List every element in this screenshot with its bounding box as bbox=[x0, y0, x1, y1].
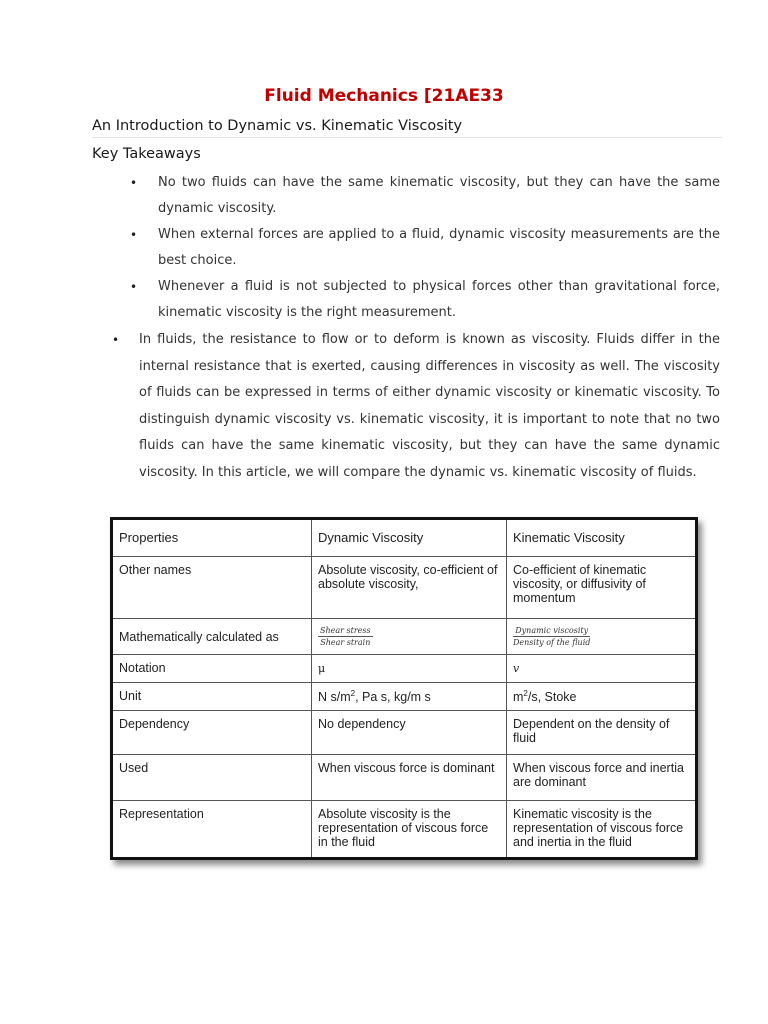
comparison-table bbox=[110, 517, 698, 860]
takeaways-list bbox=[130, 170, 720, 326]
intro-paragraph-list bbox=[112, 327, 720, 486]
dynamic-cell: No dependency bbox=[312, 711, 507, 755]
unit-exponent: 2 bbox=[350, 689, 356, 698]
dynamic-cell bbox=[312, 619, 507, 655]
nu-symbol: v bbox=[513, 662, 520, 675]
row-label: Unit bbox=[112, 683, 312, 711]
kinematic-cell bbox=[507, 683, 697, 711]
unit-text: /s, Stoke bbox=[527, 690, 577, 705]
unit-text: , Pa s, kg/m s bbox=[355, 690, 431, 705]
unit-text: N s/m bbox=[318, 690, 351, 705]
row-label: Representation bbox=[112, 801, 312, 859]
list-item: • No two fluids can have the same kinematic viscosity, but they can have the same dynamic viscosity. bbox=[130, 170, 720, 222]
mu-symbol: μ bbox=[318, 662, 326, 675]
unit-exponent: 2 bbox=[523, 689, 528, 698]
formula-numerator: Shear stress bbox=[320, 625, 371, 635]
table-row bbox=[112, 683, 697, 711]
key-takeaways-heading: Key Takeaways bbox=[92, 146, 201, 162]
kinematic-cell: Dependent on the density of fluid bbox=[507, 711, 697, 755]
dynamic-cell: When viscous force is dominant bbox=[312, 755, 507, 801]
intro-paragraph: • In fluids, the resistance to flow or to deform is known as viscosity. Fluids differ in the internal resistance that is exerted, causing differences in viscosity as well. The viscosity of fluids can be expressed in terms of either dynamic viscosity or kinematic viscosity. To distinguish dynamic viscosity vs. kinematic viscosity, it is important to note that no two fluids can have the same kinematic viscosity, but they can have the same dynamic viscosity. In this article, we will compare the dynamic vs. kinematic viscosity of fluids. bbox=[112, 327, 720, 486]
density-formula bbox=[513, 626, 590, 647]
comparison-table-image bbox=[110, 517, 698, 860]
dynamic-cell bbox=[312, 655, 507, 683]
table-row bbox=[112, 755, 697, 801]
list-item: • When external forces are applied to a fluid, dynamic viscosity measurements are the best choice. bbox=[130, 222, 720, 274]
header-kinematic: Kinematic Viscosity bbox=[507, 519, 697, 557]
table-row bbox=[112, 619, 697, 655]
formula-denominator: Shear strain bbox=[320, 637, 371, 647]
row-label: Notation bbox=[112, 655, 312, 683]
row-label: Other names bbox=[112, 557, 312, 619]
dynamic-cell bbox=[312, 683, 507, 711]
list-item: • Whenever a fluid is not subjected to physical forces other than gravitational force, kinematic viscosity is the right measurement. bbox=[130, 274, 720, 326]
table-row bbox=[112, 655, 697, 683]
kinematic-cell: Co-efficient of kinematic viscosity, or diffusivity of momentum bbox=[507, 557, 697, 619]
table-row bbox=[112, 557, 697, 619]
header-dynamic: Dynamic Viscosity bbox=[312, 519, 507, 557]
shear-formula bbox=[318, 626, 373, 647]
row-label: Dependency bbox=[112, 711, 312, 755]
table-row bbox=[112, 711, 697, 755]
table-row bbox=[112, 801, 697, 859]
row-label: Mathematically calculated as bbox=[112, 619, 312, 655]
unit-text: m bbox=[513, 690, 524, 705]
kinematic-cell bbox=[507, 655, 697, 683]
kinematic-cell: Kinematic viscosity is the representation of viscous force and inertia in the fluid bbox=[507, 801, 697, 859]
intro-heading: An Introduction to Dynamic vs. Kinematic Viscosity bbox=[92, 118, 722, 138]
document-title: Fluid Mechanics [21AE33 bbox=[264, 86, 504, 106]
dynamic-cell: Absolute viscosity, co-efficient of absolute viscosity, bbox=[312, 557, 507, 619]
kinematic-cell bbox=[507, 619, 697, 655]
row-label: Used bbox=[112, 755, 312, 801]
dynamic-cell: Absolute viscosity is the representation of viscous force in the fluid bbox=[312, 801, 507, 859]
formula-numerator: Dynamic viscosity bbox=[513, 626, 590, 637]
formula-denominator: Density of the fluid bbox=[513, 637, 591, 647]
table-header-row bbox=[112, 519, 697, 557]
kinematic-cell: When viscous force and inertia are dominant bbox=[507, 755, 697, 801]
header-properties: Properties bbox=[112, 519, 312, 557]
